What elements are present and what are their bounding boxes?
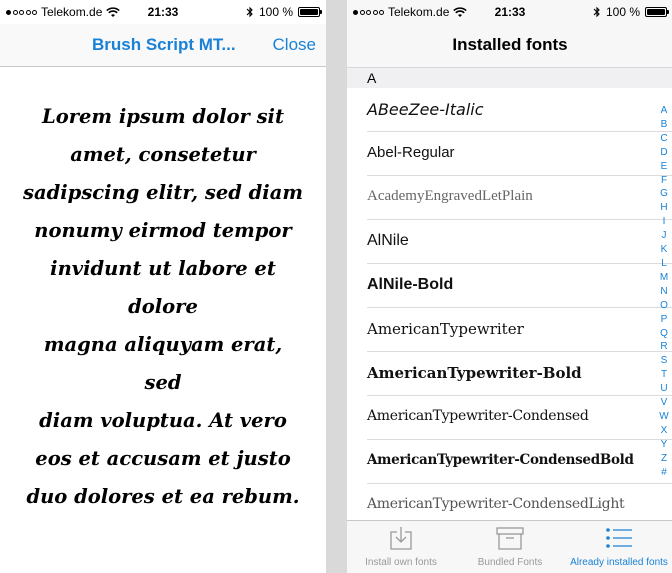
index-letter[interactable]: K xyxy=(660,244,668,256)
font-list-item[interactable] xyxy=(367,484,672,521)
section-header-label: A xyxy=(367,70,377,86)
index-letter[interactable]: Y xyxy=(660,438,668,450)
font-name: Abel-Regular xyxy=(367,144,455,161)
tab-bundled-fonts[interactable] xyxy=(456,521,564,573)
index-letter[interactable]: B xyxy=(660,118,668,130)
preview-line: nonumy eirmod tempor xyxy=(34,219,292,242)
font-name: AlNile-Bold xyxy=(367,276,454,293)
index-letter[interactable]: O xyxy=(660,299,668,311)
preview-line: sadipscing elitr, sed diam xyxy=(23,181,303,204)
nav-title: Installed fonts xyxy=(452,35,568,54)
index-letter[interactable]: W xyxy=(659,410,669,422)
index-letter[interactable]: Q xyxy=(660,327,668,339)
font-name: AmericanTypewriter-Condensed xyxy=(367,408,589,424)
box-icon xyxy=(495,525,525,551)
status-time: 21:33 xyxy=(494,5,526,19)
bluetooth-icon xyxy=(593,6,601,18)
carrier-name: Telekom.de xyxy=(388,5,450,19)
font-name: AmericanTypewriter-CondensedLight xyxy=(367,496,625,512)
preview-line: duo dolores et ea rebum. xyxy=(26,485,300,508)
navigation-bar xyxy=(0,24,326,67)
index-letter[interactable]: Z xyxy=(660,452,668,464)
alphabet-index[interactable] xyxy=(657,104,671,479)
preview-line: amet, consetetur xyxy=(70,143,256,166)
font-name: AmericanTypewriter-Bold xyxy=(367,364,582,382)
index-letter[interactable]: U xyxy=(660,383,668,395)
font-list-item[interactable] xyxy=(367,176,672,220)
status-bar xyxy=(347,0,672,24)
index-letter[interactable]: P xyxy=(660,313,668,325)
index-letter[interactable]: D xyxy=(660,146,668,158)
index-letter[interactable]: # xyxy=(661,466,667,478)
index-letter[interactable]: G xyxy=(660,188,668,200)
font-list-item[interactable] xyxy=(367,264,672,308)
font-list-item[interactable] xyxy=(367,220,672,264)
font-list[interactable] xyxy=(347,88,672,521)
font-list-item[interactable] xyxy=(367,88,672,132)
index-letter[interactable]: S xyxy=(660,355,668,367)
font-list-item[interactable] xyxy=(367,132,672,176)
list-icon xyxy=(605,525,633,551)
battery-icon xyxy=(298,7,320,17)
index-letter[interactable]: E xyxy=(660,160,668,172)
font-list-item[interactable] xyxy=(367,352,672,396)
index-letter[interactable]: M xyxy=(659,271,669,283)
nav-title: Brush Script MT... xyxy=(92,35,236,54)
font-name: AmericanTypewriter xyxy=(367,320,524,338)
index-letter[interactable]: I xyxy=(662,216,666,228)
status-time: 21:33 xyxy=(147,5,179,19)
font-list-item[interactable] xyxy=(367,396,672,440)
index-letter[interactable]: F xyxy=(660,174,668,186)
index-letter[interactable]: R xyxy=(660,341,668,353)
font-name: AcademyEngravedLetPlain xyxy=(367,188,533,204)
font-preview-text xyxy=(22,98,304,516)
index-letter[interactable]: L xyxy=(661,257,667,269)
font-name: AlNile xyxy=(367,232,409,249)
section-header-a xyxy=(347,67,672,88)
tab-label: Bundled Fonts xyxy=(477,557,543,568)
index-letter[interactable]: A xyxy=(660,105,668,116)
index-letter[interactable]: C xyxy=(660,132,668,144)
bluetooth-icon xyxy=(246,6,254,18)
font-list-item[interactable] xyxy=(367,440,672,484)
preview-line: Lorem ipsum dolor sit xyxy=(42,105,284,128)
navigation-bar xyxy=(347,24,672,66)
preview-line: invidunt ut labore et dolore xyxy=(50,257,276,318)
preview-line: diam voluptua. At vero xyxy=(39,409,287,432)
index-letter[interactable]: J xyxy=(661,230,667,242)
index-letter[interactable]: X xyxy=(660,424,668,436)
battery-percent: 100 % xyxy=(605,5,640,19)
battery-icon xyxy=(645,7,667,17)
tab-install-own-fonts[interactable] xyxy=(347,521,455,573)
tab-label: Install own fonts xyxy=(365,557,437,568)
carrier-name: Telekom.de xyxy=(41,5,103,19)
tab-already-installed-fonts[interactable] xyxy=(565,521,672,573)
font-name: AmericanTypewriter-CondensedBold xyxy=(367,452,634,468)
battery-percent: 100 % xyxy=(258,5,293,19)
preview-line: magna aliquyam erat, sed xyxy=(43,333,283,394)
index-letter[interactable]: N xyxy=(660,285,668,297)
font-list-item[interactable] xyxy=(367,308,672,352)
font-name: ABeeZee-Italic xyxy=(367,100,484,119)
tab-label: Already installed fonts xyxy=(570,557,668,568)
preview-line: eos et accusam et justo xyxy=(35,447,291,470)
tab-bar xyxy=(347,520,672,573)
status-bar xyxy=(0,0,326,24)
index-letter[interactable]: V xyxy=(660,397,668,409)
installed-fonts-screen xyxy=(347,0,672,573)
download-tray-icon xyxy=(388,525,414,551)
index-letter[interactable]: H xyxy=(660,202,668,214)
close-button[interactable]: Close xyxy=(272,35,316,54)
font-preview-screen xyxy=(0,0,326,573)
index-letter[interactable]: T xyxy=(660,369,668,381)
